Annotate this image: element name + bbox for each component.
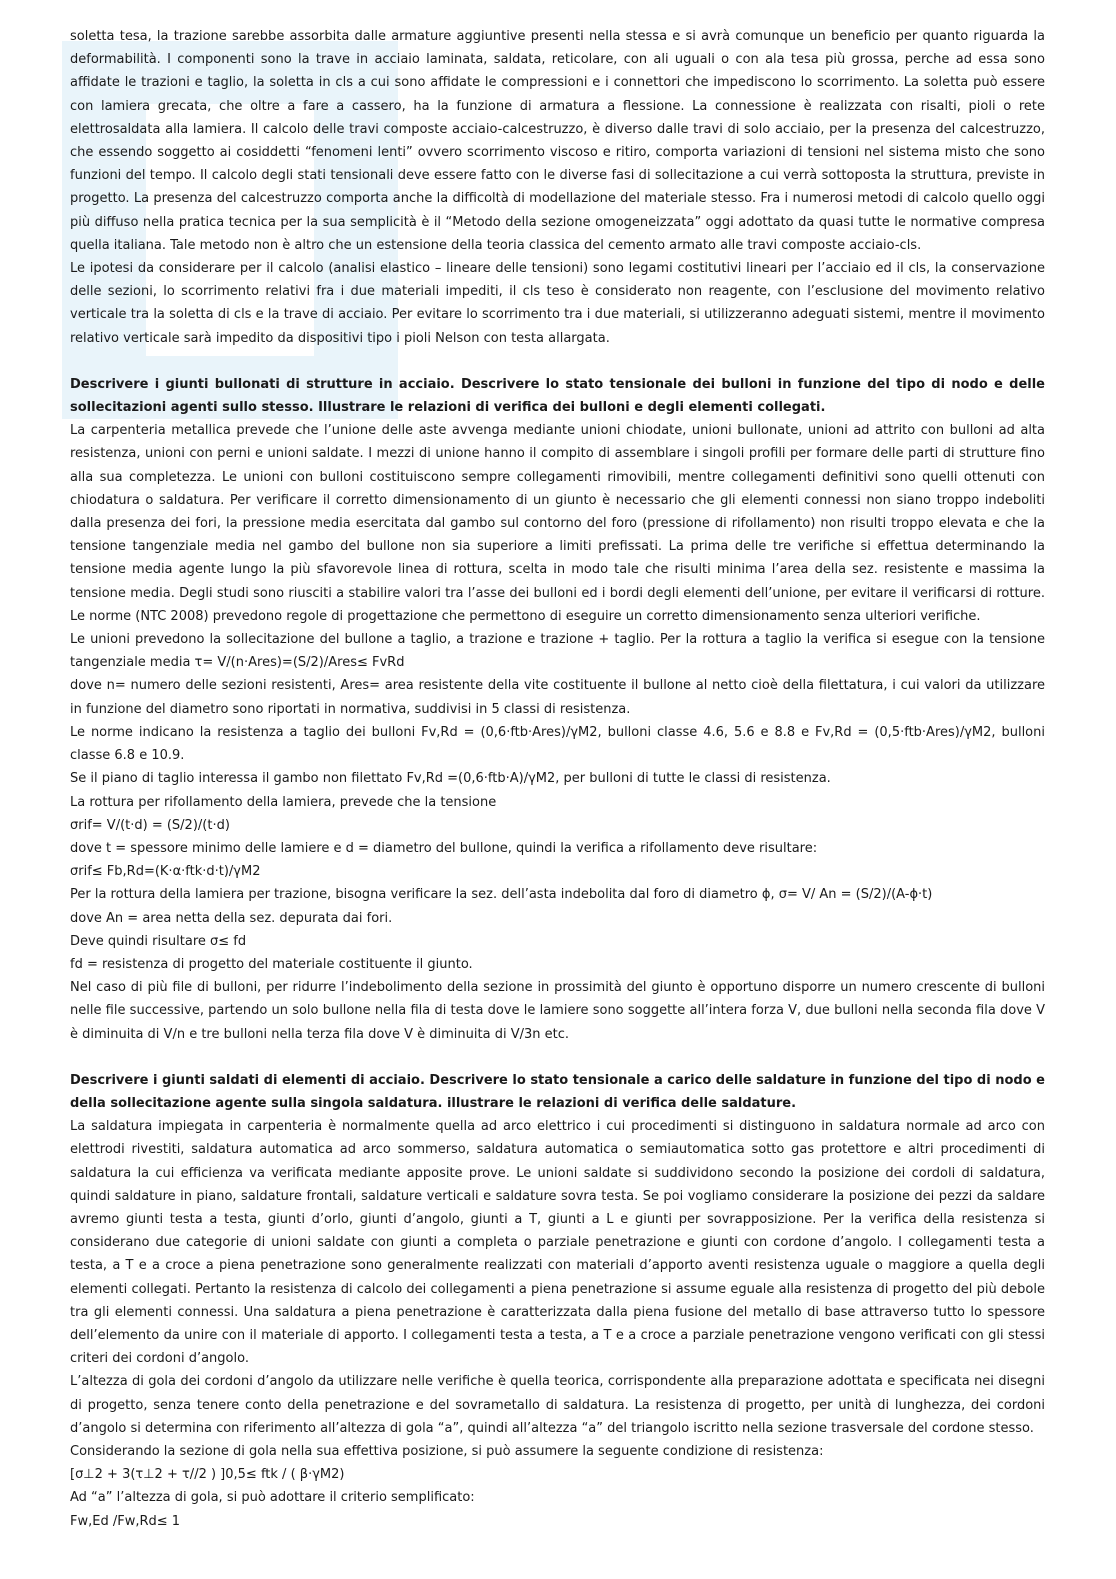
section-gap bbox=[70, 1046, 1045, 1069]
bolted-paragraph-1: La carpenteria metallica prevede che l’unione delle aste avvenga mediante unioni chiodate, unioni bullonate, unioni ad attrito con bulloni ad alta resistenza, unioni con perni e unioni saldate. I mezzi di unione hanno il compito di assemblare i singoli profili per formare delle parti di strutture fino alla sua completezza. Le unioni con bulloni costituiscono sempre collegamenti rimovibili, mentre collegamenti definitivi sono quelli ottenuti con chiodatura o saldatura. Per verificare il corretto dimensionamento di un giunto è necessario che gli elementi connessi non siano troppo indeboliti dalla presenza dei fori, la pressione media esercitata dal gambo sul contorno del foro (pressione di rifollamento) non risulti troppo elevata e che la tensione tangenziale media nel gambo del bullone non sia superiore a limiti prefissati. La prima delle tre verifiche si effettua determinando la tensione media agente lungo la più sfavorevole linea di rottura, scelta in modo tale che risulti minima l’area della sez. resistente e massima la tensione media. Degli studi sono riusciti a stabilire valori tra l’asse dei bulloni ed i bordi degli elementi dell’unione, per evitare il verificarsi di rotture. Le norme (NTC 2008) prevedono regole di progettazione che permettono di eseguire un corretto dimensionamento senza ulteriori verifiche. bbox=[70, 423, 1045, 624]
bolted-paragraph-4: Le norme indicano la resistenza a taglio dei bulloni Fv,Rd = (0,6·ftb·Ares)/γM2, bulloni classe 4.6, 5.6 e 8.8 e Fv,Rd = (0,5·ftb·Ares)/γM2, bulloni classe 6.8 e 10.9. bbox=[70, 724, 1045, 764]
bolted-section-heading: Descrivere i giunti bullonati di strutture in acciaio. Descrivere lo stato tensionale dei bulloni in funzione del tipo di nodo e delle sollecitazioni agenti sullo stesso. Illustrare le relazioni di verifica dei bulloni e degli elementi collegati. bbox=[70, 376, 1045, 416]
intro-paragraph-1: soletta tesa, la trazione sarebbe assorbita dalle armature aggiuntive presenti nella stessa e si avrà comunque un beneficio per quanto riguarda la deformabilità. I componenti sono la trave in acciaio laminata, saldata, reticolare, con ali uguali o con ala tesa più grossa, perche ad essa sono affidate le trazioni e taglio, la soletta in cls a cui sono affidate le compressioni e i connettori che impediscono lo scorrimento. La soletta può essere con lamiera grecata, che oltre a fare a cassero, ha la funzione di armatura a flessione. La connessione è realizzata con risalti, pioli o rete elettrosaldata alla lamiera. Il calcolo delle travi composte acciaio-calcestruzzo, è diverso dalle travi di solo acciaio, per la presenza del calcestruzzo, che essendo soggetto ai cosiddetti “fenomeni lenti” ovvero scorrimento viscoso e ritiro, comporta variazioni di tensioni nel sistema misto che sono funzioni del tempo. Il calcolo degli stati tensionali deve essere fatto con le diverse fasi di sollecitazione a cui verrà sottoposta la struttura, previste in progetto. La presenza del calcestruzzo comporta anche la difficoltà di modellazione del materiale stesso. Fra i numerosi metodi di calcolo quello oggi più diffuso nella pratica tecnica per la sua semplicità è il “Metodo della sezione omogeneizzata” oggi adottato da quasi tutte le normative compresa quella italiana. Tale metodo non è altro che un estensione della teoria classica del cemento armato alle travi composte acciaio-cls. bbox=[70, 29, 1045, 253]
intro-paragraph-2: Le ipotesi da considerare per il calcolo (analisi elastico – lineare delle tensioni) sono legami costitutivi lineari per l’acciaio ed il cls, la conservazione delle sezioni, lo scorrimento relativi fra i due materiali impediti, il cls teso è considerato non reagente, con l’esclusione del movimento relativo verticale tra la soletta di cls e la trave di acciaio. Per evitare lo scorrimento tra i due materiali, si utilizzeranno adeguati sistemi, mentre il movimento relativo verticale sarà impedito da dispositivi tipo i pioli Nelson con testa allargata. bbox=[70, 261, 1045, 346]
welded-section-heading: Descrivere i giunti saldati di elementi di acciaio. Descrivere lo stato tensionale a carico delle saldature in funzione del tipo di nodo e della sollecitazione agente sulla singola saldatura. illustrare le relazioni di verifica delle saldature. bbox=[70, 1072, 1045, 1111]
welded-formula-lines: Considerando la sezione di gola nella sua effettiva posizione, si può assumere la seguente condizione di resistenza: [σ⊥2 + 3(τ⊥2 + τ//2 ) ]0,5≤ ftk / ( β·γM2) Ad “a” l’altezza di gola, si può adottare il criterio semplificato: Fw,Ed /Fw,Rd≤ 1 bbox=[70, 1443, 824, 1529]
welded-paragraph-1: La saldatura impiegata in carpenteria è normalmente quella ad arco elettrico i cui procedimenti si distinguono in saldatura normale ad arco con elettrodi rivestiti, saldatura automatica ad arco sommerso, saldatura automatica o semiautomatica sotto gas protettore e altri procedimenti di saldatura la cui efficienza va verificata mediante apposite prove. Le unioni saldate si suddividono secondo la posizione dei cordoli di saldatura, quindi saldature in piano, saldature frontali, saldature verticali e saldature sovra testa. Se poi vogliamo considerare la posizione dei pezzi da saldare avremo giunti testa a testa, giunti d’orlo, giunti d’angolo, giunti a T, giunti a L e giunti per sovrapposizione. Per la verifica della resistenza si considerano due categorie di unioni saldate con giunti a completa o parziale penetrazione e giunti con cordone d’angolo. I collegamenti testa a testa, a T e a croce a piena penetrazione sono generalmente realizzati con materiali d’apporto aventi resistenza uguale o maggiore a quella degli elementi collegati. Pertanto la resistenza di calcolo dei collegamenti a piena penetrazione si assume eguale alla resistenza di progetto del più debole tra gli elementi connessi. Una saldatura a piena penetrazione è caratterizzata dalla piena fusione del metallo di base attraverso tutto lo spessore dell’elemento da unire con il materiale di apporto. I collegamenti testa a testa, a T e a croce a parziale penetrazione vengono verificati con gli stessi criteri dei cordoni d’angolo. bbox=[70, 1119, 1045, 1367]
section-gap bbox=[70, 350, 1045, 373]
welded-paragraph-2: L’altezza di gola dei cordoni d’angolo da utilizzare nelle verifiche è quella teorica, corrispondente alla preparazione adottata e specificata nei disegni di progetto, senza tenere conto della penetrazione e del sovrametallo di saldatura. La resistenza di progetto, per unità di lunghezza, dei cordoni d’angolo si determina con riferimento all’altezza di gola “a”, quindi all’altezza “a” del triangolo iscritto nella sezione trasversale del cordone stesso. bbox=[70, 1374, 1045, 1436]
bolted-paragraph-2: Le unioni prevedono la sollecitazione del bullone a taglio, a trazione e trazione + taglio. Per la rottura a taglio la verifica si esegue con la tensione tangenziale media τ= V/(n·Ares)=(S/2)/Ares≤ FvRd bbox=[70, 632, 1045, 671]
bolted-formula-lines: Se il piano di taglio interessa il gambo non filettato Fv,Rd =(0,6·ftb·A)/γM2, per bulloni di tutte le classi di resistenza. La rottura per rifollamento della lamiera, prevede che la tensione σrif= V/(t·d) = (S/2)/(t·d) dove t = spessore minimo delle lamiere e d = diametro del bullone, quindi la verifica a rifollamento deve risultare: σrif≤ Fb,Rd=(K·α·ftk·d·t)/γM2 Per la rottura della lamiera per trazione, bisogna verificare la sez. dell’asta indebolita dal foro di diametro ϕ, σ= V/ An = (S/2)/(A-ϕ·t) dove An = area netta della sez. depurata dai fori. Deve quindi risultare σ≤ fd fd = resistenza di progetto del materiale costituente il giunto. bbox=[70, 771, 933, 972]
bolted-paragraph-5: Nel caso di più file di bulloni, per ridurre l’indebolimento della sezione in prossimità del giunto è opportuno disporre un numero crescente di bulloni nelle file successive, partendo un solo bullone nella fila di testa dove le lamiere sono soggette all’intera forza V, due bulloni nella seconda fila dove V è diminuita di V/n e tre bulloni nella terza fila dove V è diminuita di V/3n etc. bbox=[70, 980, 1045, 1042]
bolted-paragraph-3: dove n= numero delle sezioni resistenti, Ares= area resistente della vite costituente il bullone al netto cioè della filettatura, i cui valori da utilizzare in funzione del diametro sono riportati in normativa, suddivisi in 5 classi di resistenza. bbox=[70, 678, 1045, 717]
document-page bbox=[70, 25, 1045, 1533]
